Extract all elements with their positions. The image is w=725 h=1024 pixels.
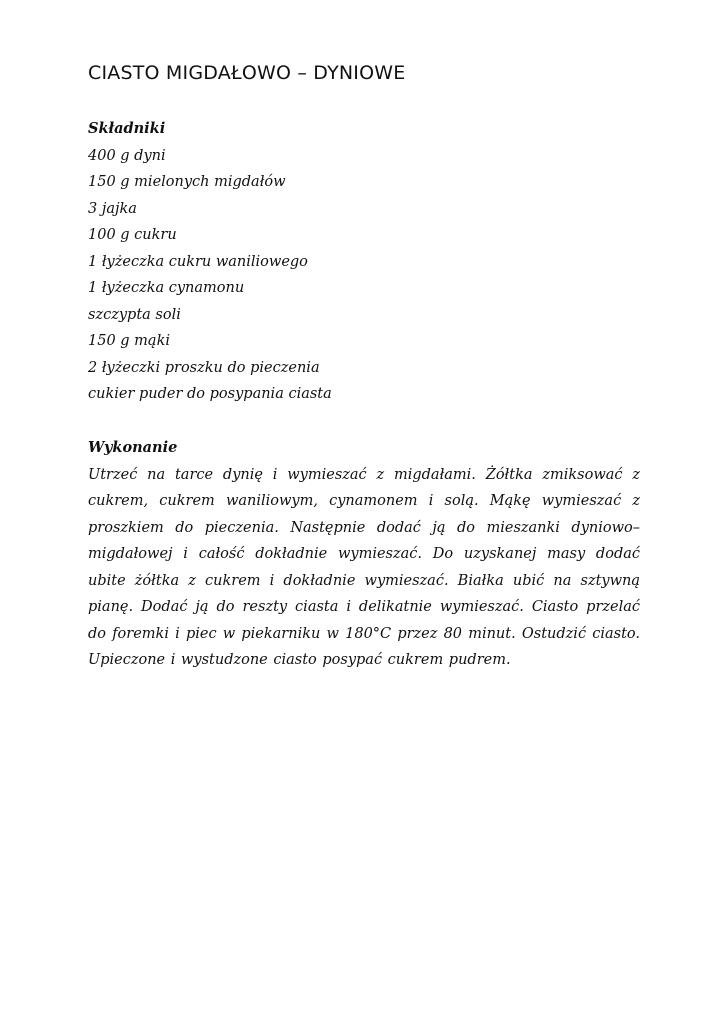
ingredient-item: 1 łyżeczka cynamonu [88, 280, 245, 296]
ingredient-item: 400 g dyni [88, 147, 166, 164]
ingredient-item: 100 g cukru [88, 227, 177, 243]
ingredients-list [88, 143, 640, 408]
ingredient-item: 150 g mąki [88, 333, 170, 349]
method-paragraph: Utrzeć na tarce dynię i wymieszać z migdałami. Żółtka zmiksować z cukrem, cukrem waniliowym, cynamonem i solą. Mąkę wymieszać z proszkiem do pieczenia. Następnie dodać ją do mieszanki dyniowo–migdałowej i całość dokładnie wymieszać. Do uzyskanej masy dodać ubite żółtka z cukrem i dokładnie wymieszać. Białka ubić na sztywną pianę. Dodać ją do reszty ciasta i delikatnie wymieszać. Ciasto przelać do foremki i piec w piekarniku w 180°C przez 80 minut. Ostudzić ciasto. Upieczone i wystudzone ciasto posypać cukrem pudrem. [88, 466, 640, 668]
method-section [88, 435, 640, 674]
ingredient-item: 1 łyżeczka cukru waniliowego [88, 253, 308, 270]
ingredient-item: cukier puder do posypania ciasta [88, 386, 332, 402]
ingredient-item: 3 jajka [88, 200, 137, 217]
recipe-title: CIASTO MIGDAŁOWO – DYNIOWE [88, 62, 406, 84]
method-heading: Wykonanie [88, 439, 178, 456]
ingredients-section [88, 116, 640, 408]
ingredient-item: 150 g mielonych migdałów [88, 174, 286, 190]
ingredient-item: 2 łyżeczki proszku do pieczenia [88, 359, 320, 376]
ingredient-item: szczypta soli [88, 306, 181, 323]
ingredients-heading: Składniki [88, 120, 166, 137]
